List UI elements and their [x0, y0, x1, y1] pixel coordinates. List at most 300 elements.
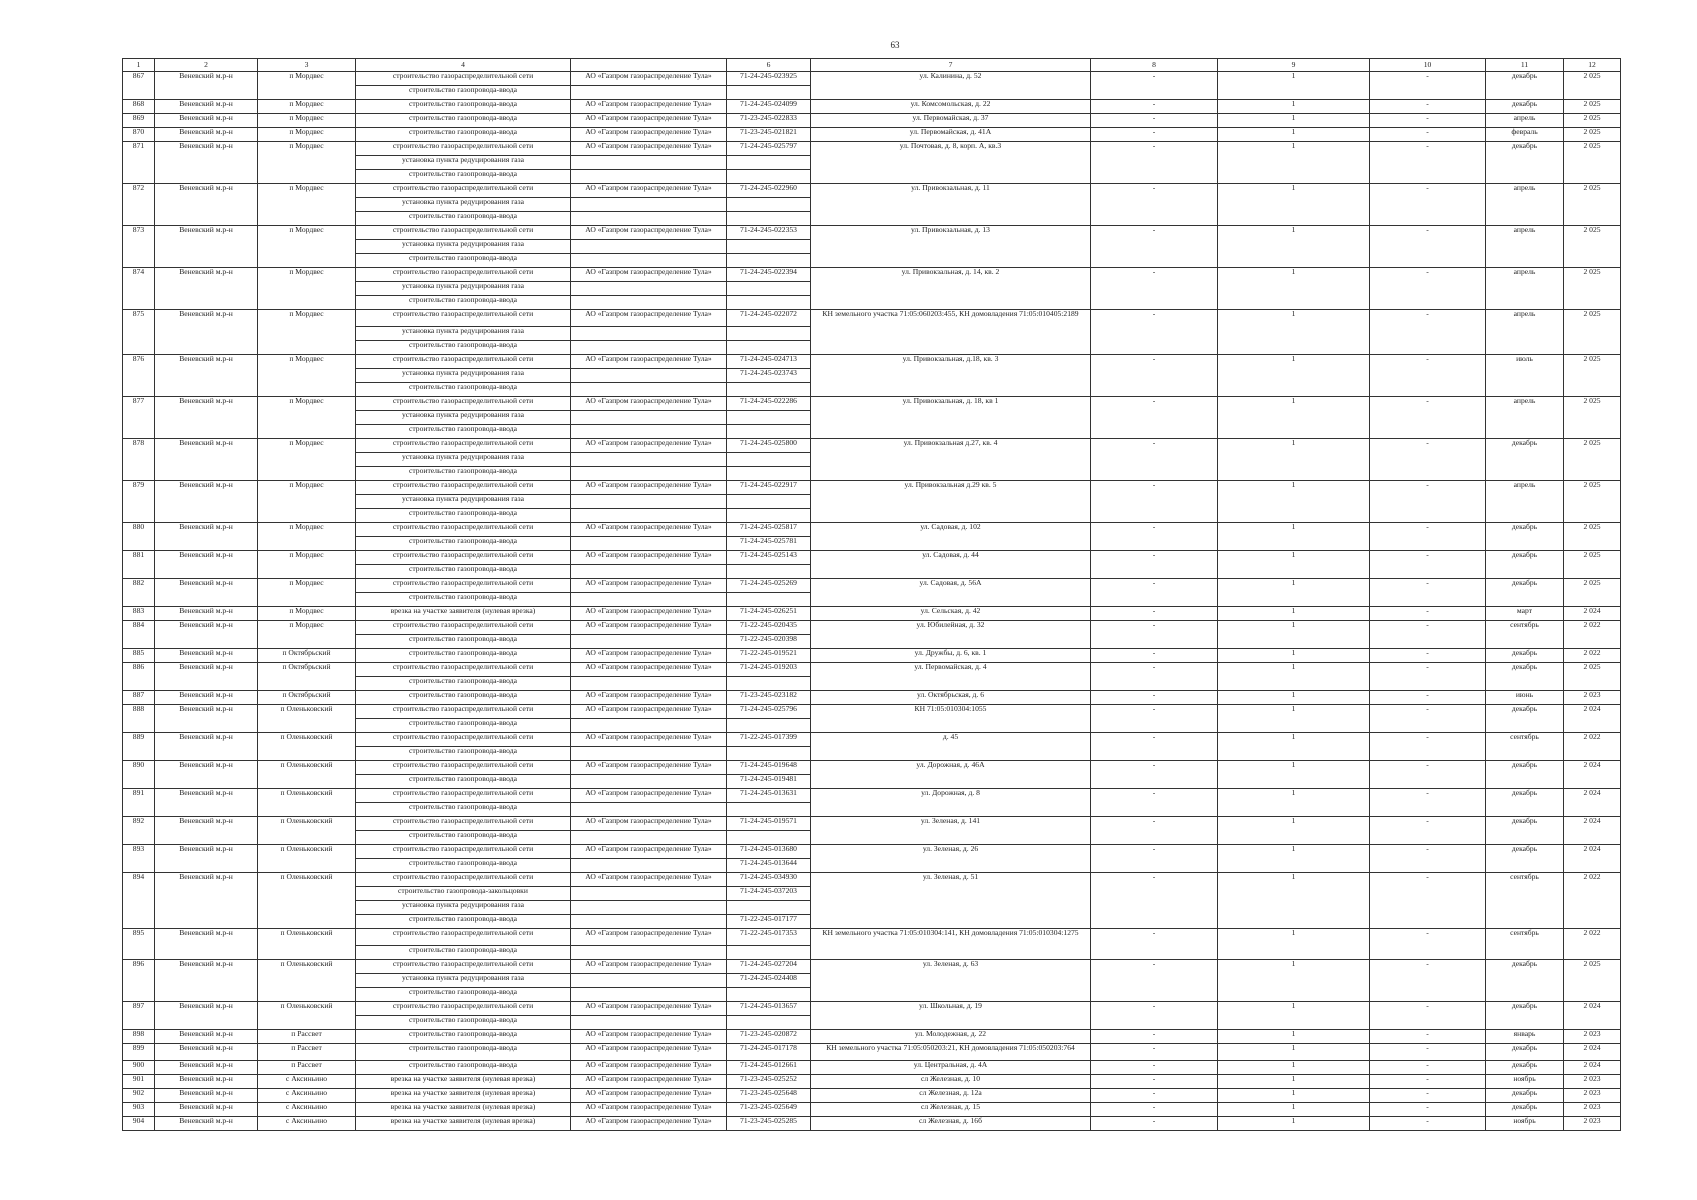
cell-organization	[571, 240, 727, 254]
cell-organization: АО «Газпром газораспределение Тула»	[571, 607, 727, 621]
cell-work-type: строительство газопровода-ввода	[356, 1016, 571, 1030]
cell-col8: -	[1091, 761, 1218, 789]
cell-organization	[571, 915, 727, 929]
cell-col9: 1	[1218, 873, 1370, 929]
cell-col9: 1	[1218, 1103, 1370, 1117]
cell-month: апрель	[1486, 397, 1564, 439]
cell-locality: п Оленьковский	[258, 789, 356, 817]
cell-work-type: строительство газораспределительной сети	[356, 72, 571, 86]
table-row	[123, 663, 1621, 677]
cell-application-id	[727, 747, 811, 761]
cell-locality: п Оленьковский	[258, 845, 356, 873]
cell-col8: -	[1091, 310, 1218, 355]
table-row	[123, 1061, 1621, 1075]
cell-year: 2 023	[1564, 1075, 1621, 1089]
cell-year: 2 022	[1564, 649, 1621, 663]
cell-work-type: строительство газопровода-ввода	[356, 212, 571, 226]
cell-locality: п Октябрьский	[258, 649, 356, 663]
cell-year: 2 024	[1564, 1044, 1621, 1061]
cell-col10: -	[1370, 607, 1486, 621]
cell-col10: -	[1370, 817, 1486, 845]
cell-col8: -	[1091, 960, 1218, 1002]
cell-address: ул. Сельская, д. 42	[811, 607, 1091, 621]
cell-month: декабрь	[1486, 1002, 1564, 1030]
table-row	[123, 873, 1621, 887]
cell-col9: 1	[1218, 310, 1370, 355]
table-row	[123, 817, 1621, 831]
cell-number: 888	[123, 705, 155, 733]
cell-col8: -	[1091, 1089, 1218, 1103]
cell-col10: -	[1370, 226, 1486, 268]
cell-organization: АО «Газпром газораспределение Тула»	[571, 845, 727, 859]
cell-work-type: установка пункта редуцирования газа	[356, 327, 571, 341]
cell-work-type: строительство газораспределительной сети	[356, 761, 571, 775]
cell-work-type: строительство газопровода-ввода	[356, 114, 571, 128]
cell-year: 2 025	[1564, 114, 1621, 128]
cell-organization	[571, 411, 727, 425]
cell-organization	[571, 901, 727, 915]
cell-month: декабрь	[1486, 523, 1564, 551]
cell-district: Веневский м.р-н	[155, 733, 258, 761]
cell-work-type: установка пункта редуцирования газа	[356, 411, 571, 425]
cell-col8: -	[1091, 621, 1218, 649]
cell-col10: -	[1370, 1044, 1486, 1061]
cell-col9: 1	[1218, 1030, 1370, 1044]
cell-year: 2 024	[1564, 607, 1621, 621]
cell-col10: -	[1370, 621, 1486, 649]
cell-address: сл Железная, д. 10	[811, 1075, 1091, 1089]
cell-application-id: 71-24-245-022917	[727, 481, 811, 495]
cell-month: март	[1486, 607, 1564, 621]
cell-work-type: строительство газораспределительной сети	[356, 845, 571, 859]
cell-col8: -	[1091, 184, 1218, 226]
cell-address: ул. Садовая, д. 102	[811, 523, 1091, 551]
header-cell: 6	[727, 59, 811, 72]
cell-organization	[571, 831, 727, 845]
cell-address: сл Железная, д. 12а	[811, 1089, 1091, 1103]
cell-work-type: строительство газопровода-ввода	[356, 915, 571, 929]
cell-work-type: строительство газопровода-ввода	[356, 254, 571, 268]
cell-district: Веневский м.р-н	[155, 845, 258, 873]
cell-col9: 1	[1218, 128, 1370, 142]
cell-work-type: строительство газопровода-ввода	[356, 803, 571, 817]
cell-col9: 1	[1218, 761, 1370, 789]
cell-col9: 1	[1218, 691, 1370, 705]
cell-col10: -	[1370, 100, 1486, 114]
cell-month: декабрь	[1486, 72, 1564, 100]
cell-locality: п Мордвес	[258, 100, 356, 114]
cell-month: февраль	[1486, 128, 1564, 142]
cell-col8: -	[1091, 1044, 1218, 1061]
cell-organization	[571, 341, 727, 355]
cell-organization: АО «Газпром газораспределение Тула»	[571, 691, 727, 705]
cell-organization	[571, 170, 727, 184]
cell-number: 885	[123, 649, 155, 663]
cell-district: Веневский м.р-н	[155, 1061, 258, 1075]
cell-address: ул. Садовая, д. 44	[811, 551, 1091, 579]
cell-number: 874	[123, 268, 155, 310]
cell-address: ул. Привокзальная, д. 11	[811, 184, 1091, 226]
header-cell: 3	[258, 59, 356, 72]
cell-col8: -	[1091, 579, 1218, 607]
cell-address: ул. Привокзальная д.29 кв. 5	[811, 481, 1091, 523]
table-row	[123, 551, 1621, 565]
cell-col10: -	[1370, 268, 1486, 310]
cell-col8: -	[1091, 268, 1218, 310]
cell-col9: 1	[1218, 142, 1370, 184]
cell-organization: АО «Газпром газораспределение Тула»	[571, 114, 727, 128]
cell-district: Веневский м.р-н	[155, 142, 258, 184]
cell-number: 892	[123, 817, 155, 845]
cell-col9: 1	[1218, 579, 1370, 607]
cell-month: декабрь	[1486, 705, 1564, 733]
cell-application-id: 71-23-245-022833	[727, 114, 811, 128]
cell-col9: 1	[1218, 960, 1370, 1002]
cell-locality: п Рассвет	[258, 1044, 356, 1061]
cell-application-id: 71-23-245-025648	[727, 1089, 811, 1103]
cell-application-id: 71-24-245-025796	[727, 705, 811, 719]
cell-district: Веневский м.р-н	[155, 114, 258, 128]
cell-organization	[571, 156, 727, 170]
cell-address: д. 45	[811, 733, 1091, 761]
cell-work-type: строительство газопровода-ввода	[356, 467, 571, 481]
cell-work-type: строительство газораспределительной сети	[356, 226, 571, 240]
cell-organization: АО «Газпром газораспределение Тула»	[571, 226, 727, 240]
cell-col10: -	[1370, 439, 1486, 481]
cell-month: сентябрь	[1486, 873, 1564, 929]
table-row	[123, 1075, 1621, 1089]
cell-address: ул. Садовая, д. 56А	[811, 579, 1091, 607]
cell-address: ул. Зеленая, д. 63	[811, 960, 1091, 1002]
table-row	[123, 439, 1621, 453]
cell-address: ул. Привокзальная, д. 14, кв. 2	[811, 268, 1091, 310]
cell-col10: -	[1370, 1117, 1486, 1131]
cell-number: 889	[123, 733, 155, 761]
cell-col10: -	[1370, 579, 1486, 607]
cell-month: сентябрь	[1486, 929, 1564, 960]
cell-organization	[571, 635, 727, 649]
cell-address: ул. Юбилейная, д. 32	[811, 621, 1091, 649]
cell-application-id: 71-22-245-017399	[727, 733, 811, 747]
cell-application-id: 71-24-245-022394	[727, 268, 811, 282]
cell-locality: п Оленьковский	[258, 705, 356, 733]
cell-col9: 1	[1218, 1061, 1370, 1075]
cell-application-id: 71-24-245-013657	[727, 1002, 811, 1016]
cell-col9: 1	[1218, 100, 1370, 114]
cell-organization: АО «Газпром газораспределение Тула»	[571, 663, 727, 677]
cell-application-id: 71-22-245-017353	[727, 929, 811, 946]
cell-work-type: строительство газораспределительной сети	[356, 817, 571, 831]
table-row	[123, 355, 1621, 369]
table-row	[123, 128, 1621, 142]
cell-number: 871	[123, 142, 155, 184]
cell-application-id	[727, 341, 811, 355]
cell-year: 2 024	[1564, 761, 1621, 789]
cell-work-type: строительство газораспределительной сети	[356, 663, 571, 677]
cell-application-id: 71-24-245-023743	[727, 369, 811, 383]
cell-col8: -	[1091, 1075, 1218, 1089]
cell-district: Веневский м.р-н	[155, 705, 258, 733]
cell-application-id: 71-23-245-025285	[727, 1117, 811, 1131]
cell-organization	[571, 509, 727, 523]
cell-application-id	[727, 495, 811, 509]
cell-application-id: 71-24-245-019648	[727, 761, 811, 775]
cell-month: июнь	[1486, 691, 1564, 705]
cell-month: декабрь	[1486, 1103, 1564, 1117]
cell-organization	[571, 1016, 727, 1030]
cell-col10: -	[1370, 1002, 1486, 1030]
cell-organization	[571, 327, 727, 341]
cell-month: апрель	[1486, 481, 1564, 523]
cell-organization	[571, 453, 727, 467]
cell-locality: с Аксиньино	[258, 1089, 356, 1103]
cell-year: 2 024	[1564, 1061, 1621, 1075]
cell-work-type: строительство газораспределительной сети	[356, 579, 571, 593]
cell-district: Веневский м.р-н	[155, 184, 258, 226]
cell-work-type: строительство газораспределительной сети	[356, 310, 571, 327]
cell-district: Веневский м.р-н	[155, 1002, 258, 1030]
cell-locality: п Оленьковский	[258, 733, 356, 761]
cell-month: сентябрь	[1486, 733, 1564, 761]
cell-work-type: строительство газопровода-ввода	[356, 677, 571, 691]
cell-address: сл Железная, д. 15	[811, 1103, 1091, 1117]
cell-col9: 1	[1218, 551, 1370, 579]
cell-col10: -	[1370, 523, 1486, 551]
cell-application-id: 71-24-245-022072	[727, 310, 811, 327]
cell-work-type: строительство газопровода-ввода	[356, 86, 571, 100]
cell-col10: -	[1370, 184, 1486, 226]
cell-number: 900	[123, 1061, 155, 1075]
cell-work-type: строительство газопровода-ввода	[356, 1044, 571, 1061]
cell-col9: 1	[1218, 1089, 1370, 1103]
cell-locality: п Мордвес	[258, 481, 356, 523]
cell-work-type: установка пункта редуцирования газа	[356, 240, 571, 254]
cell-work-type: установка пункта редуцирования газа	[356, 453, 571, 467]
cell-organization: АО «Газпром газораспределение Тула»	[571, 733, 727, 747]
cell-work-type: строительство газораспределительной сети	[356, 733, 571, 747]
cell-col10: -	[1370, 845, 1486, 873]
cell-application-id	[727, 212, 811, 226]
cell-application-id: 71-24-245-013644	[727, 859, 811, 873]
cell-month: декабрь	[1486, 579, 1564, 607]
cell-col9: 1	[1218, 114, 1370, 128]
cell-month: декабрь	[1486, 1061, 1564, 1075]
cell-col8: -	[1091, 733, 1218, 761]
cell-col8: -	[1091, 817, 1218, 845]
cell-col10: -	[1370, 873, 1486, 929]
cell-locality: п Мордвес	[258, 439, 356, 481]
cell-district: Веневский м.р-н	[155, 1030, 258, 1044]
cell-col10: -	[1370, 142, 1486, 184]
cell-address: КН земельного участка 71:05:010304:141, КН домовладения 71:05:010304:1275	[811, 929, 1091, 960]
cell-number: 876	[123, 355, 155, 397]
table-row	[123, 142, 1621, 156]
cell-application-id: 71-23-245-020872	[727, 1030, 811, 1044]
cell-year: 2 022	[1564, 929, 1621, 960]
table-row	[123, 1002, 1621, 1016]
cell-locality: п Мордвес	[258, 184, 356, 226]
cell-col9: 1	[1218, 621, 1370, 649]
cell-work-type: строительство газораспределительной сети	[356, 142, 571, 156]
cell-number: 869	[123, 114, 155, 128]
cell-organization	[571, 198, 727, 212]
cell-organization	[571, 537, 727, 551]
cell-application-id: 71-24-245-024099	[727, 100, 811, 114]
table-row	[123, 761, 1621, 775]
cell-col10: -	[1370, 663, 1486, 691]
cell-work-type: строительство газопровода-ввода	[356, 1061, 571, 1075]
cell-locality: с Аксиньино	[258, 1075, 356, 1089]
cell-year: 2 023	[1564, 1103, 1621, 1117]
cell-col10: -	[1370, 72, 1486, 100]
cell-col8: -	[1091, 523, 1218, 551]
table-row	[123, 607, 1621, 621]
cell-year: 2 024	[1564, 817, 1621, 845]
cell-col8: -	[1091, 100, 1218, 114]
cell-organization: АО «Газпром газораспределение Тула»	[571, 142, 727, 156]
cell-address: ул. Привокзальная, д. 13	[811, 226, 1091, 268]
cell-year: 2 025	[1564, 579, 1621, 607]
cell-col8: -	[1091, 1117, 1218, 1131]
cell-application-id	[727, 170, 811, 184]
cell-month: декабрь	[1486, 142, 1564, 184]
cell-number: 886	[123, 663, 155, 691]
cell-work-type: строительство газораспределительной сети	[356, 268, 571, 282]
cell-number: 878	[123, 439, 155, 481]
cell-work-type: строительство газораспределительной сети	[356, 397, 571, 411]
cell-month: декабрь	[1486, 649, 1564, 663]
cell-address: ул. Зеленая, д. 51	[811, 873, 1091, 929]
cell-number: 895	[123, 929, 155, 960]
cell-organization	[571, 887, 727, 901]
cell-organization: АО «Газпром газораспределение Тула»	[571, 761, 727, 775]
cell-col9: 1	[1218, 397, 1370, 439]
cell-address: КН земельного участка 71:05:060203:455, КН домовладения 71:05:010405:2189	[811, 310, 1091, 355]
cell-col8: -	[1091, 789, 1218, 817]
cell-organization	[571, 565, 727, 579]
cell-month: январь	[1486, 1030, 1564, 1044]
cell-district: Веневский м.р-н	[155, 663, 258, 691]
table-body	[123, 72, 1621, 1131]
cell-district: Веневский м.р-н	[155, 226, 258, 268]
cell-locality: п Мордвес	[258, 310, 356, 355]
cell-application-id: 71-24-245-017178	[727, 1044, 811, 1061]
cell-district: Веневский м.р-н	[155, 929, 258, 960]
cell-work-type: строительство газопровода-ввода	[356, 593, 571, 607]
cell-locality: п Мордвес	[258, 523, 356, 551]
cell-address: ул. Центральная, д. 4А	[811, 1061, 1091, 1075]
cell-district: Веневский м.р-н	[155, 960, 258, 1002]
cell-work-type: строительство газораспределительной сети	[356, 184, 571, 198]
cell-year: 2 025	[1564, 142, 1621, 184]
cell-application-id: 71-24-245-025781	[727, 537, 811, 551]
cell-application-id: 71-24-245-026251	[727, 607, 811, 621]
cell-number: 896	[123, 960, 155, 1002]
cell-month: апрель	[1486, 226, 1564, 268]
cell-work-type: установка пункта редуцирования газа	[356, 974, 571, 988]
cell-work-type: строительство газопровода-ввода	[356, 296, 571, 310]
cell-application-id: 71-24-245-025817	[727, 523, 811, 537]
cell-locality: п Оленьковский	[258, 817, 356, 845]
cell-col9: 1	[1218, 929, 1370, 960]
cell-col9: 1	[1218, 663, 1370, 691]
cell-year: 2 025	[1564, 355, 1621, 397]
cell-organization	[571, 369, 727, 383]
cell-col10: -	[1370, 114, 1486, 128]
cell-organization	[571, 282, 727, 296]
cell-application-id: 71-24-245-024408	[727, 974, 811, 988]
cell-application-id: 71-24-245-022960	[727, 184, 811, 198]
cell-application-id: 71-22-245-020435	[727, 621, 811, 635]
cell-number: 893	[123, 845, 155, 873]
cell-district: Веневский м.р-н	[155, 72, 258, 100]
cell-number: 884	[123, 621, 155, 649]
cell-year: 2 024	[1564, 1002, 1621, 1030]
cell-address: ул. Привокзальная, д. 18, кв 1	[811, 397, 1091, 439]
cell-district: Веневский м.р-н	[155, 1044, 258, 1061]
cell-number: 867	[123, 72, 155, 100]
cell-application-id	[727, 453, 811, 467]
cell-locality: п Мордвес	[258, 114, 356, 128]
page-number: 63	[890, 40, 900, 50]
cell-work-type: врезка на участке заявителя (нулевая врезка)	[356, 1103, 571, 1117]
cell-organization: АО «Газпром газораспределение Тула»	[571, 551, 727, 565]
cell-application-id	[727, 677, 811, 691]
cell-address: ул. Школьная, д. 19	[811, 1002, 1091, 1030]
cell-district: Веневский м.р-н	[155, 310, 258, 355]
header-cell: 11	[1486, 59, 1564, 72]
cell-organization	[571, 425, 727, 439]
cell-work-type: строительство газораспределительной сети	[356, 789, 571, 803]
cell-col8: -	[1091, 72, 1218, 100]
table-row	[123, 481, 1621, 495]
cell-col9: 1	[1218, 1044, 1370, 1061]
cell-organization	[571, 677, 727, 691]
cell-work-type: строительство газопровода-ввода	[356, 719, 571, 733]
cell-organization: АО «Газпром газораспределение Тула»	[571, 268, 727, 282]
cell-work-type: строительство газораспределительной сети	[356, 551, 571, 565]
cell-work-type: строительство газопровода-ввода	[356, 859, 571, 873]
cell-application-id	[727, 198, 811, 212]
cell-organization: АО «Газпром газораспределение Тула»	[571, 355, 727, 369]
table-row	[123, 1044, 1621, 1061]
cell-organization: АО «Газпром газораспределение Тула»	[571, 1103, 727, 1117]
cell-organization: АО «Газпром газораспределение Тула»	[571, 579, 727, 593]
cell-locality: п Мордвес	[258, 72, 356, 100]
cell-year: 2 022	[1564, 733, 1621, 761]
cell-work-type: строительство газопровода-ввода	[356, 649, 571, 663]
cell-col9: 1	[1218, 481, 1370, 523]
cell-district: Веневский м.р-н	[155, 397, 258, 439]
cell-application-id	[727, 467, 811, 481]
cell-month: декабрь	[1486, 960, 1564, 1002]
cell-number: 898	[123, 1030, 155, 1044]
cell-application-id	[727, 156, 811, 170]
cell-work-type: строительство газораспределительной сети	[356, 481, 571, 495]
cell-year: 2 024	[1564, 789, 1621, 817]
cell-address: ул. Молодежная, д. 22	[811, 1030, 1091, 1044]
cell-locality: п Рассвет	[258, 1030, 356, 1044]
cell-application-id: 71-24-245-019203	[727, 663, 811, 677]
cell-work-type: врезка на участке заявителя (нулевая врезка)	[356, 1089, 571, 1103]
cell-month: сентябрь	[1486, 621, 1564, 649]
cell-locality: п Мордвес	[258, 128, 356, 142]
cell-application-id	[727, 86, 811, 100]
cell-col8: -	[1091, 355, 1218, 397]
cell-col8: -	[1091, 128, 1218, 142]
header-cell	[571, 59, 727, 72]
header-cell: 2	[155, 59, 258, 72]
